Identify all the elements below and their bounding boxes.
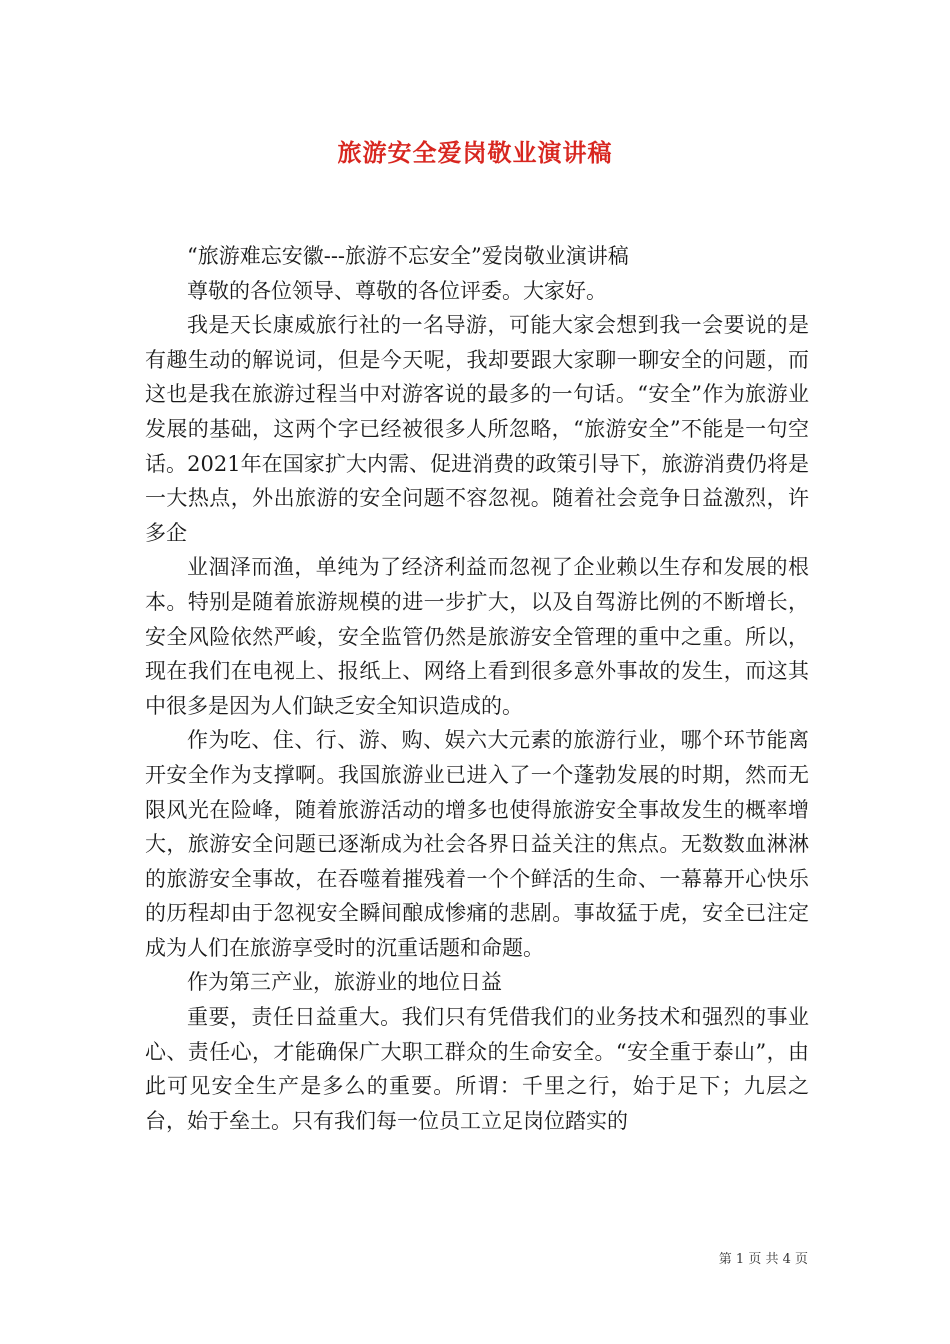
document-title: 旅游安全爱岗敬业演讲稿 bbox=[337, 139, 613, 167]
paragraph: 我是天长康威旅行社的一名导游，可能大家会想到我一会要说的是有趣生动的解说词，但是今天呢，我却要跟大家聊一聊安全的问题，而这也是我在旅游过程当中对游客说的最多的一句话。“安全”作为旅游业发展的基础，这两个字已经被很多人所忽略，“旅游安全”不能是一句空话。2021年在国家扩大内需、促进消费的政策引导下，旅游消费仍将是一大热点，外出旅游的安全问题不容忽视。随着社会竞争日益激烈，许多企 bbox=[145, 313, 809, 545]
paragraph: 重要，责任日益重大。我们只有凭借我们的业务技术和强烈的事业心、责任心，才能确保广大职工群众的生命安全。“安全重于泰山”，由此可见安全生产是多么的重要。所谓：千里之行，始于足下；九层之台，始于垒土。只有我们每一位员工立足岗位踏实的 bbox=[145, 1005, 809, 1133]
document-body bbox=[145, 239, 809, 1138]
paragraph-heading: “旅游难忘安徽---旅游不忘安全”爱岗敬业演讲稿 bbox=[187, 244, 629, 268]
paragraph: 业涸泽而渔，单纯为了经济利益而忽视了企业赖以生存和发展的根本。特别是随着旅游规模的进一步扩大，以及自驾游比例的不断增长，安全风险依然严峻，安全监管仍然是旅游安全管理的重中之重。所以，现在我们在电视上、报纸上、网络上看到很多意外事故的发生，而这其中很多是因为人们缺乏安全知识造成的。 bbox=[145, 555, 809, 718]
paragraph-greeting: 尊敬的各位领导、尊敬的各位评委。大家好。 bbox=[187, 278, 607, 303]
paragraph: 作为第三产业，旅游业的地位日益 bbox=[187, 970, 502, 995]
paragraph: 作为吃、住、行、游、购、娱六大元素的旅游行业，哪个环节能离开安全作为支撑啊。我国旅游业已进入了一个蓬勃发展的时期，然而无限风光在险峰，随着旅游活动的增多也使得旅游安全事故发生的概率增大，旅游安全问题已逐渐成为社会各界日益关注的焦点。无数数血淋淋的旅游安全事故，在吞噬着摧残着一个个鲜活的生命、一幕幕开心快乐的历程却由于忽视安全瞬间酿成惨痛的悲剧。事故猛于虎，安全已注定成为人们在旅游享受时的沉重话题和命题。 bbox=[145, 728, 809, 960]
page-number: 第 1 页 共 4 页 bbox=[718, 1252, 808, 1267]
